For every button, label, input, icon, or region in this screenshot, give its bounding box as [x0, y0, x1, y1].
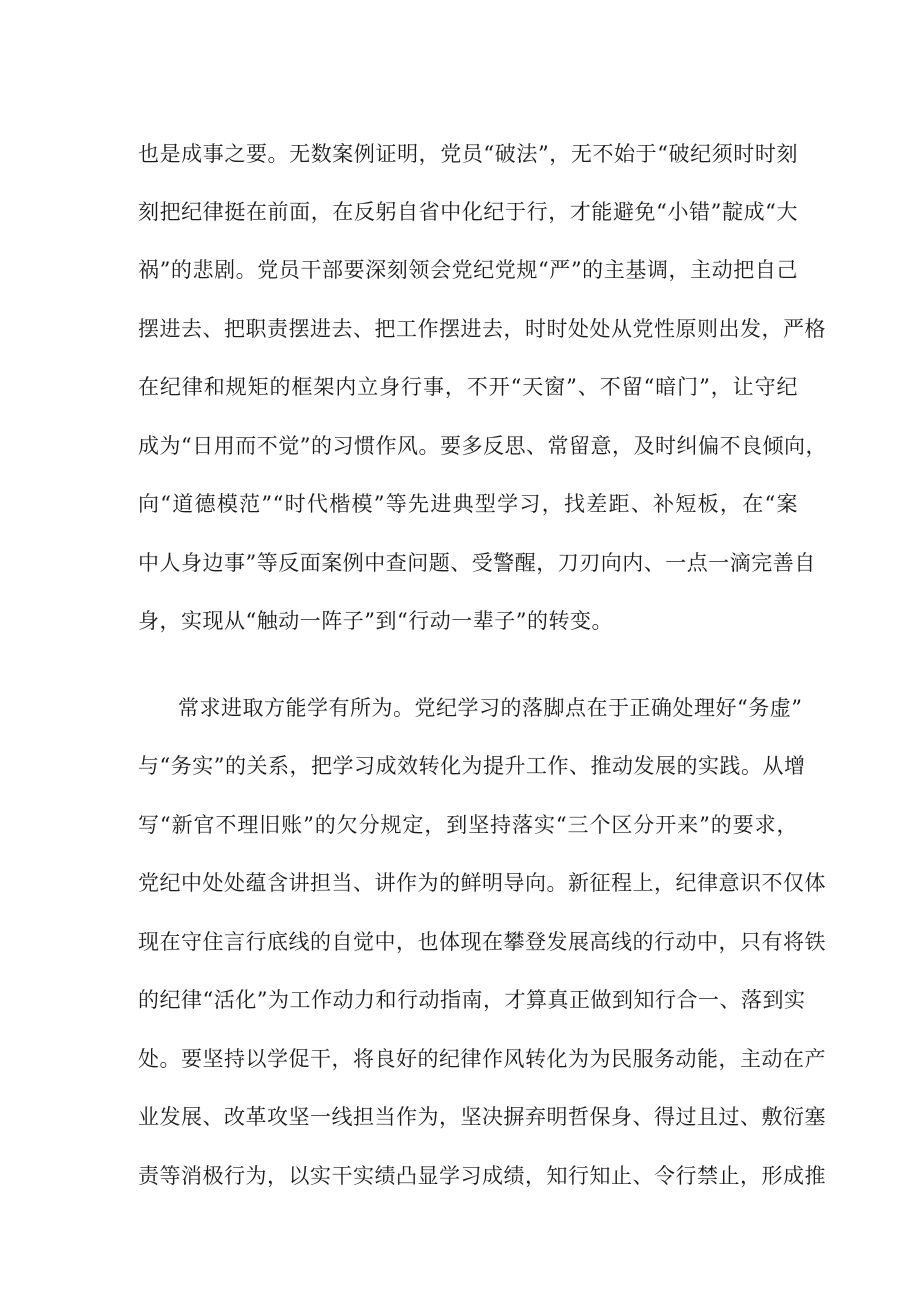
- paragraph-2-line-2: 与“务实”的关系，把学习成效转化为提升工作、推动发展的实践。从增: [138, 754, 806, 778]
- paragraph-1-line-6: 成为“日用而不觉”的习惯作风。要多反思、常留意，及时纠偏不良倾向，: [138, 434, 827, 458]
- paragraph-1-line-9: 身，实现从“触动一阵子”到“行动一辈子”的转变。: [138, 609, 613, 633]
- paragraph-1-line-2: 刻把纪律挺在前面，在反躬自省中化纪于行，才能避免“小错”靛成“大: [138, 200, 798, 224]
- paragraph-1-line-5: 在纪律和规矩的框架内立身行事，不开“天窗”、不留“暗门”，让守纪: [138, 375, 798, 399]
- paragraph-2-line-6: 的纪律“活化”为工作动力和行动指南，才算真正做到知行合一、落到实: [138, 988, 806, 1012]
- paragraph-2-line-3: 写“新官不理旧账”的欠分规定，到坚持落实“三个区分开来”的要求，: [138, 813, 798, 837]
- paragraph-1-line-7: 向“道德模范”“时代楷模”等先进典型学习，找差距、补短板，在“案: [138, 492, 798, 516]
- paragraph-1-line-4: 摆进去、把职责摆进去、把工作摆进去，时时处处从党性原则出发，严格: [138, 317, 826, 341]
- paragraph-1-line-8: 中人身边事”等反面案例中查问题、受警醒，刀刃向内、一点一滴完善自: [138, 551, 816, 575]
- paragraph-1-line-3: 祸”的悲剧。党员干部要深刻领会党纪党规“严”的主基调，主动把自己: [138, 258, 798, 282]
- paragraph-2-line-7: 处。要坚持以学促干，将良好的纪律作风转化为为民服务动能，主动在产: [138, 1047, 826, 1071]
- paragraph-2-line-4: 党纪中处处蕴含讲担当、讲作为的鲜明导向。新征程上，纪律意识不仅体: [138, 871, 826, 895]
- paragraph-2-line-5: 现在守住言行底线的自觉中，也体现在攀登发展高线的行动中，只有将铁: [138, 930, 826, 954]
- paragraph-2-line-9: 责等消极行为，以实干实绩凸显学习成绩，知行知止、令行禁止，形成推: [138, 1164, 826, 1188]
- paragraph-1-line-1: 也是成事之要。无数案例证明，党员“破法”，无不始于“破纪须时时刻: [138, 142, 798, 166]
- paragraph-2-line-8: 业发展、改革攻坚一线担当作为，坚决摒弃明哲保身、得过且过、敷衍塞: [138, 1105, 826, 1129]
- paragraph-2-line-1: 常求进取方能学有所为。党纪学习的落脚点在于正确处理好“务虚”: [178, 696, 803, 720]
